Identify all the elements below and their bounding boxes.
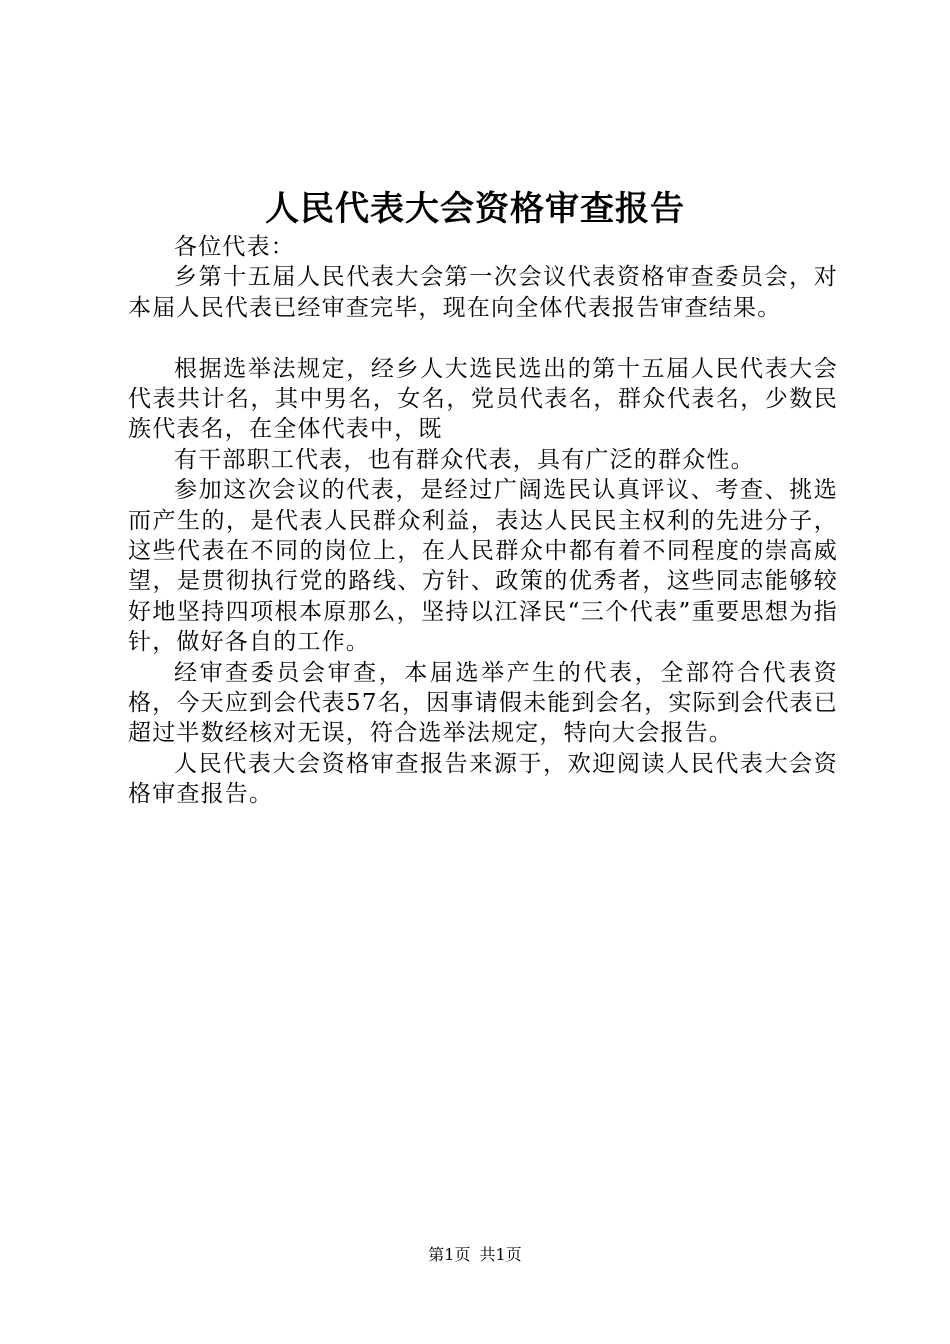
document-title: 人民代表大会资格审查报告 <box>265 189 685 229</box>
page-footer <box>0 1244 950 1266</box>
page-total: 共1页 <box>479 1245 522 1264</box>
page-number: 第1页 <box>428 1245 471 1264</box>
paragraph-5: 经审查委员会审查，本届选举产生的代表，全部符合代表资格，今天应到会代表57名，因事请假未能到会名，实际到会代表已超过半数经核对无误，符合选举法规定，特向大会报告。 <box>128 659 838 747</box>
paragraph-2: 根据选举法规定，经乡人大选民选出的第十五届人民代表大会代表共计名，其中男名，女名，党员代表名，群众代表名，少数民族代表名，在全体代表中，既 <box>128 355 838 443</box>
paragraph-1: 乡第十五届人民代表大会第一次会议代表资格审查委员会，对本届人民代表已经审查完毕，现在向全体代表报告审查结果。 <box>128 264 838 321</box>
document-body <box>128 232 838 810</box>
paragraph-spacer <box>128 323 838 353</box>
paragraph-6: 人民代表大会资格审查报告来源于，欢迎阅读人民代表大会资格审查报告。 <box>128 750 838 808</box>
paragraph-4: 参加这次会议的代表，是经过广阔选民认真评议、考查、挑选而产生的，是代表人民群众利益，表达人民民主权利的先进分子，这些代表在不同的岗位上，在人民群众中都有着不同程度的崇高威望，是贯彻执行党的路线、方针、政策的优秀者，这些同志能够较好地坚持四项根本原那么，坚持以江泽民“三个代表”重要思想为指针，做好各自的工作。 <box>128 477 838 656</box>
salutation: 各位代表： <box>174 234 295 260</box>
paragraph-3: 有干部职工代表，也有群众代表，具有广泛的群众性。 <box>174 446 755 473</box>
